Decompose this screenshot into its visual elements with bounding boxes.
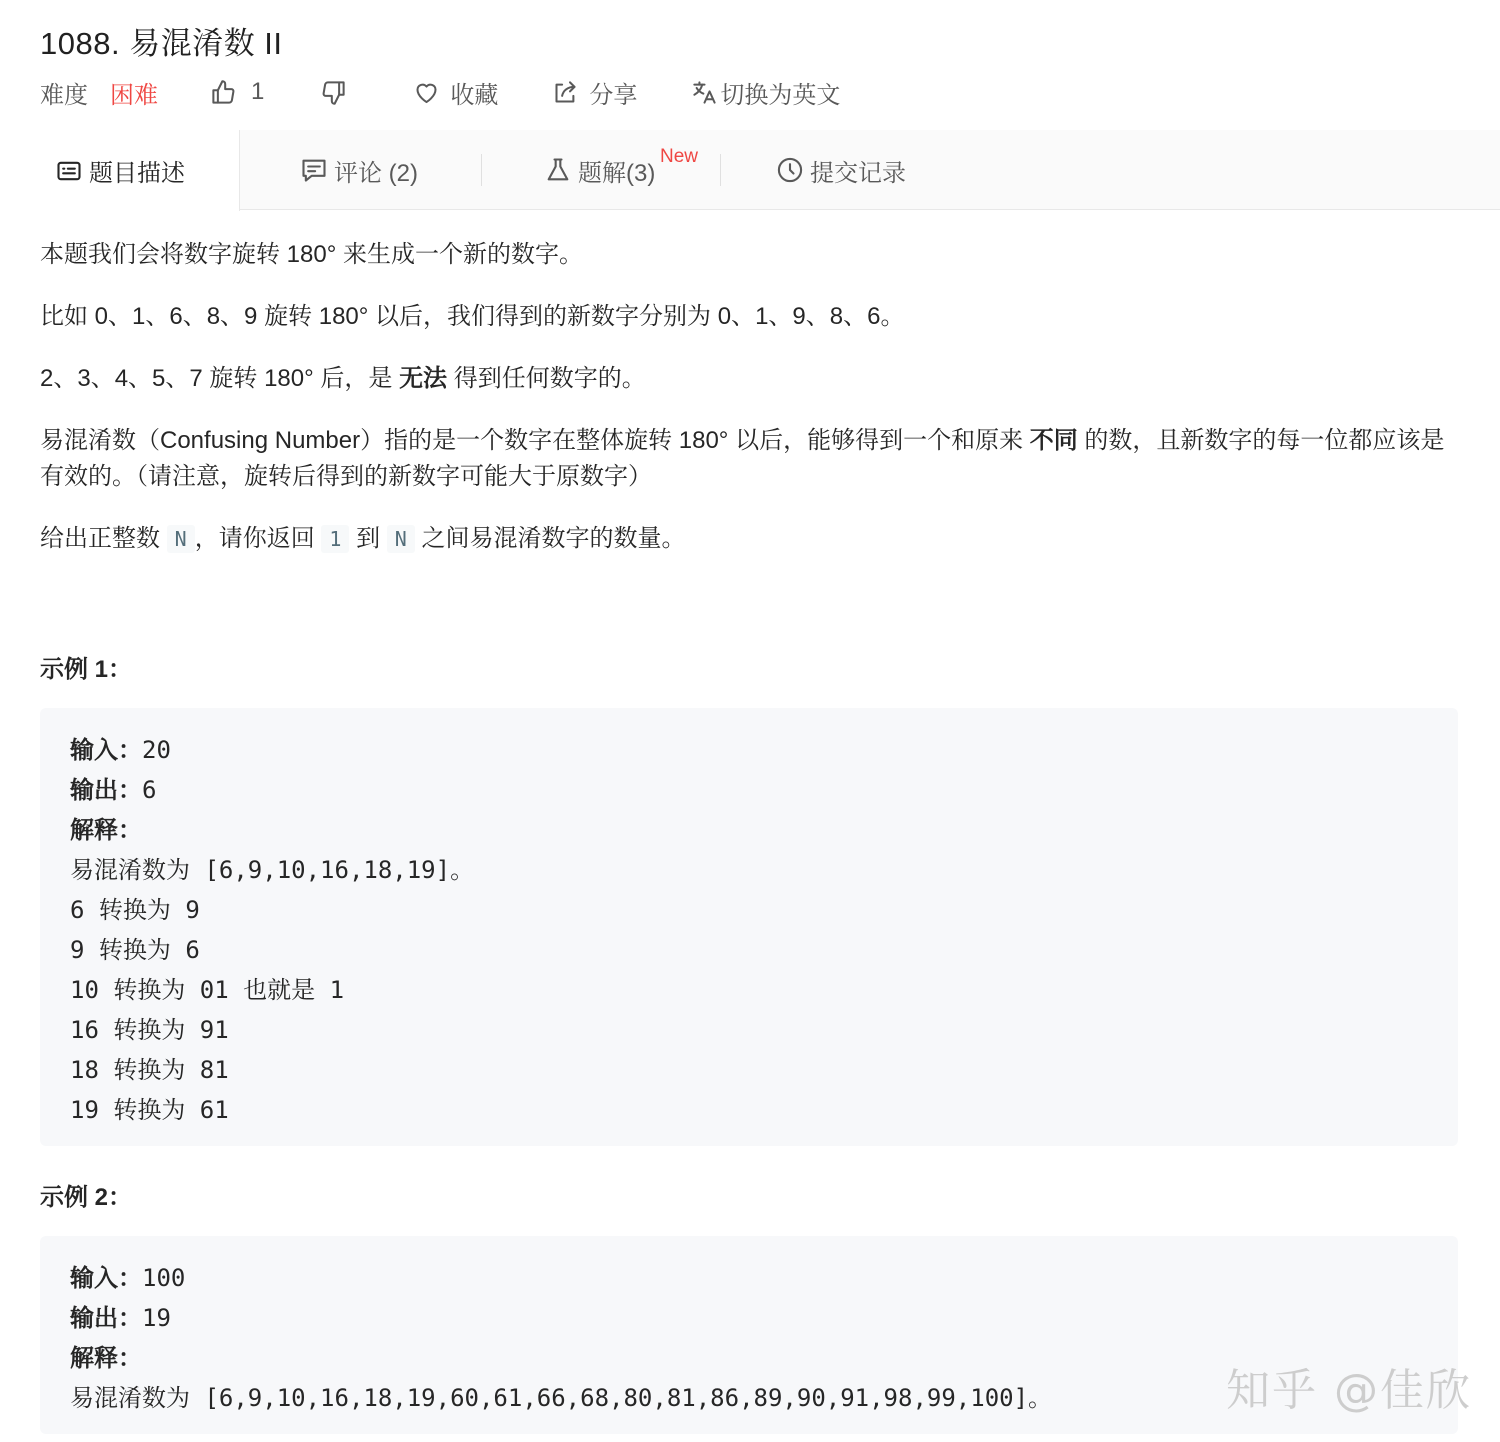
explain-label: 解释： bbox=[70, 1344, 142, 1372]
example-detail-line: 19 转换为 61 bbox=[70, 1096, 229, 1124]
tab-bar bbox=[0, 130, 1500, 210]
example-input-line bbox=[70, 730, 1428, 770]
tab-divider bbox=[481, 154, 482, 186]
difficulty bbox=[40, 75, 210, 110]
share-button[interactable] bbox=[552, 75, 637, 110]
text-span: 易混淆数（Confusing Number）指的是一个数字在整体旋转 180° 以后，能够得到一个和原来 bbox=[40, 427, 1030, 454]
description-paragraph: 比如 0、1、6、8、9 旋转 180° 以后，我们得到的新数字分别为 0、1、9、8、6。 bbox=[40, 303, 905, 330]
text-span: ，请你返回 bbox=[194, 525, 322, 552]
comment-icon bbox=[300, 156, 328, 184]
problem-meta-bar bbox=[40, 74, 840, 110]
example-detail-line: 易混淆数为 [6,9,10,16,18,19]。 bbox=[70, 856, 475, 884]
input-value: 20 bbox=[142, 736, 171, 764]
tab-submissions[interactable] bbox=[776, 130, 906, 210]
text-span: 的数，且新数字的每一位都应该是有效的。（请注意，旋转后得到的新数字可能大于原数字） bbox=[40, 427, 1445, 490]
description-paragraph bbox=[40, 423, 1460, 495]
explain-label: 解释： bbox=[70, 816, 142, 844]
text-span: 给出正整数 bbox=[40, 525, 167, 552]
example-output-line bbox=[70, 770, 1428, 810]
example-2-title: 示例 2： bbox=[40, 1184, 133, 1211]
new-badge: New bbox=[660, 146, 699, 167]
example-explain-line bbox=[70, 810, 1428, 850]
tab-solutions[interactable] bbox=[544, 130, 655, 210]
example-detail-line: 9 转换为 6 bbox=[70, 936, 200, 964]
description-paragraph bbox=[40, 521, 1460, 557]
text-span: 到 bbox=[349, 525, 387, 552]
difficulty-value: 困难 bbox=[110, 81, 158, 109]
text-span: 之间易混淆数字的数量。 bbox=[414, 525, 686, 552]
example-input-line bbox=[70, 1258, 1428, 1298]
example-output-line bbox=[70, 1298, 1428, 1338]
text-span: 得到任何数字的。 bbox=[447, 365, 646, 392]
watermark: 知乎 @佳欣 bbox=[1226, 1365, 1472, 1416]
tab-comments-label: 评论 (2) bbox=[334, 159, 418, 187]
output-label: 输出： bbox=[70, 776, 142, 804]
like-count: 1 bbox=[251, 78, 265, 105]
flask-icon bbox=[544, 156, 572, 184]
example-detail-line: 易混淆数为 [6,9,10,16,18,19,60,61,66,68,80,81,86,89,90,91,98,99,100]。 bbox=[70, 1384, 1053, 1412]
tab-description[interactable] bbox=[0, 130, 240, 211]
dislike-button[interactable] bbox=[320, 79, 347, 106]
text-span: 2、3、4、5、7 旋转 180° 后，是 bbox=[40, 365, 400, 392]
tab-submissions-label: 提交记录 bbox=[810, 159, 906, 187]
example-detail-line: 18 转换为 81 bbox=[70, 1056, 229, 1084]
inline-code: N bbox=[387, 525, 415, 553]
example-detail-line: 16 转换为 91 bbox=[70, 1016, 229, 1044]
tab-description-label: 题目描述 bbox=[89, 160, 185, 187]
output-label: 输出： bbox=[70, 1304, 142, 1332]
thumbs-up-icon bbox=[210, 79, 237, 106]
favorite-label: 收藏 bbox=[450, 81, 499, 109]
problem-header bbox=[0, 0, 1500, 130]
example-explain-line bbox=[70, 1338, 1428, 1378]
tab-comments[interactable] bbox=[300, 130, 418, 210]
like-button[interactable] bbox=[210, 78, 264, 106]
difficulty-label: 难度 bbox=[40, 81, 88, 109]
heart-icon bbox=[413, 79, 440, 106]
description-paragraph bbox=[40, 361, 1460, 397]
description-paragraph: 本题我们会将数字旋转 180° 来生成一个新的数字。 bbox=[40, 241, 583, 268]
input-label: 输入： bbox=[70, 736, 142, 764]
example-1-block bbox=[40, 708, 1458, 1146]
bold-text: 不同 bbox=[1029, 427, 1078, 454]
share-icon bbox=[552, 79, 579, 106]
thumbs-down-icon bbox=[320, 79, 347, 106]
input-label: 输入： bbox=[70, 1264, 142, 1292]
translate-icon bbox=[691, 79, 718, 106]
favorite-button[interactable] bbox=[413, 75, 498, 110]
translate-button[interactable] bbox=[691, 75, 840, 110]
share-label: 分享 bbox=[589, 81, 638, 109]
description-icon bbox=[55, 157, 83, 185]
inline-code: 1 bbox=[321, 525, 349, 553]
example-1-title: 示例 1： bbox=[40, 656, 133, 683]
input-value: 100 bbox=[142, 1264, 186, 1292]
problem-title: 1088. 易混淆数 II bbox=[40, 26, 283, 61]
tab-solutions-label: 题解(3) bbox=[578, 159, 656, 187]
clock-icon bbox=[776, 156, 804, 184]
example-detail-line: 6 转换为 9 bbox=[70, 896, 200, 924]
bold-text: 无法 bbox=[399, 365, 448, 392]
example-detail-line: 10 转换为 01 也就是 1 bbox=[70, 976, 345, 1004]
output-value: 19 bbox=[142, 1304, 171, 1332]
inline-code: N bbox=[167, 525, 195, 553]
tab-divider bbox=[720, 154, 721, 186]
output-value: 6 bbox=[142, 776, 157, 804]
translate-label: 切换为英文 bbox=[720, 81, 841, 109]
